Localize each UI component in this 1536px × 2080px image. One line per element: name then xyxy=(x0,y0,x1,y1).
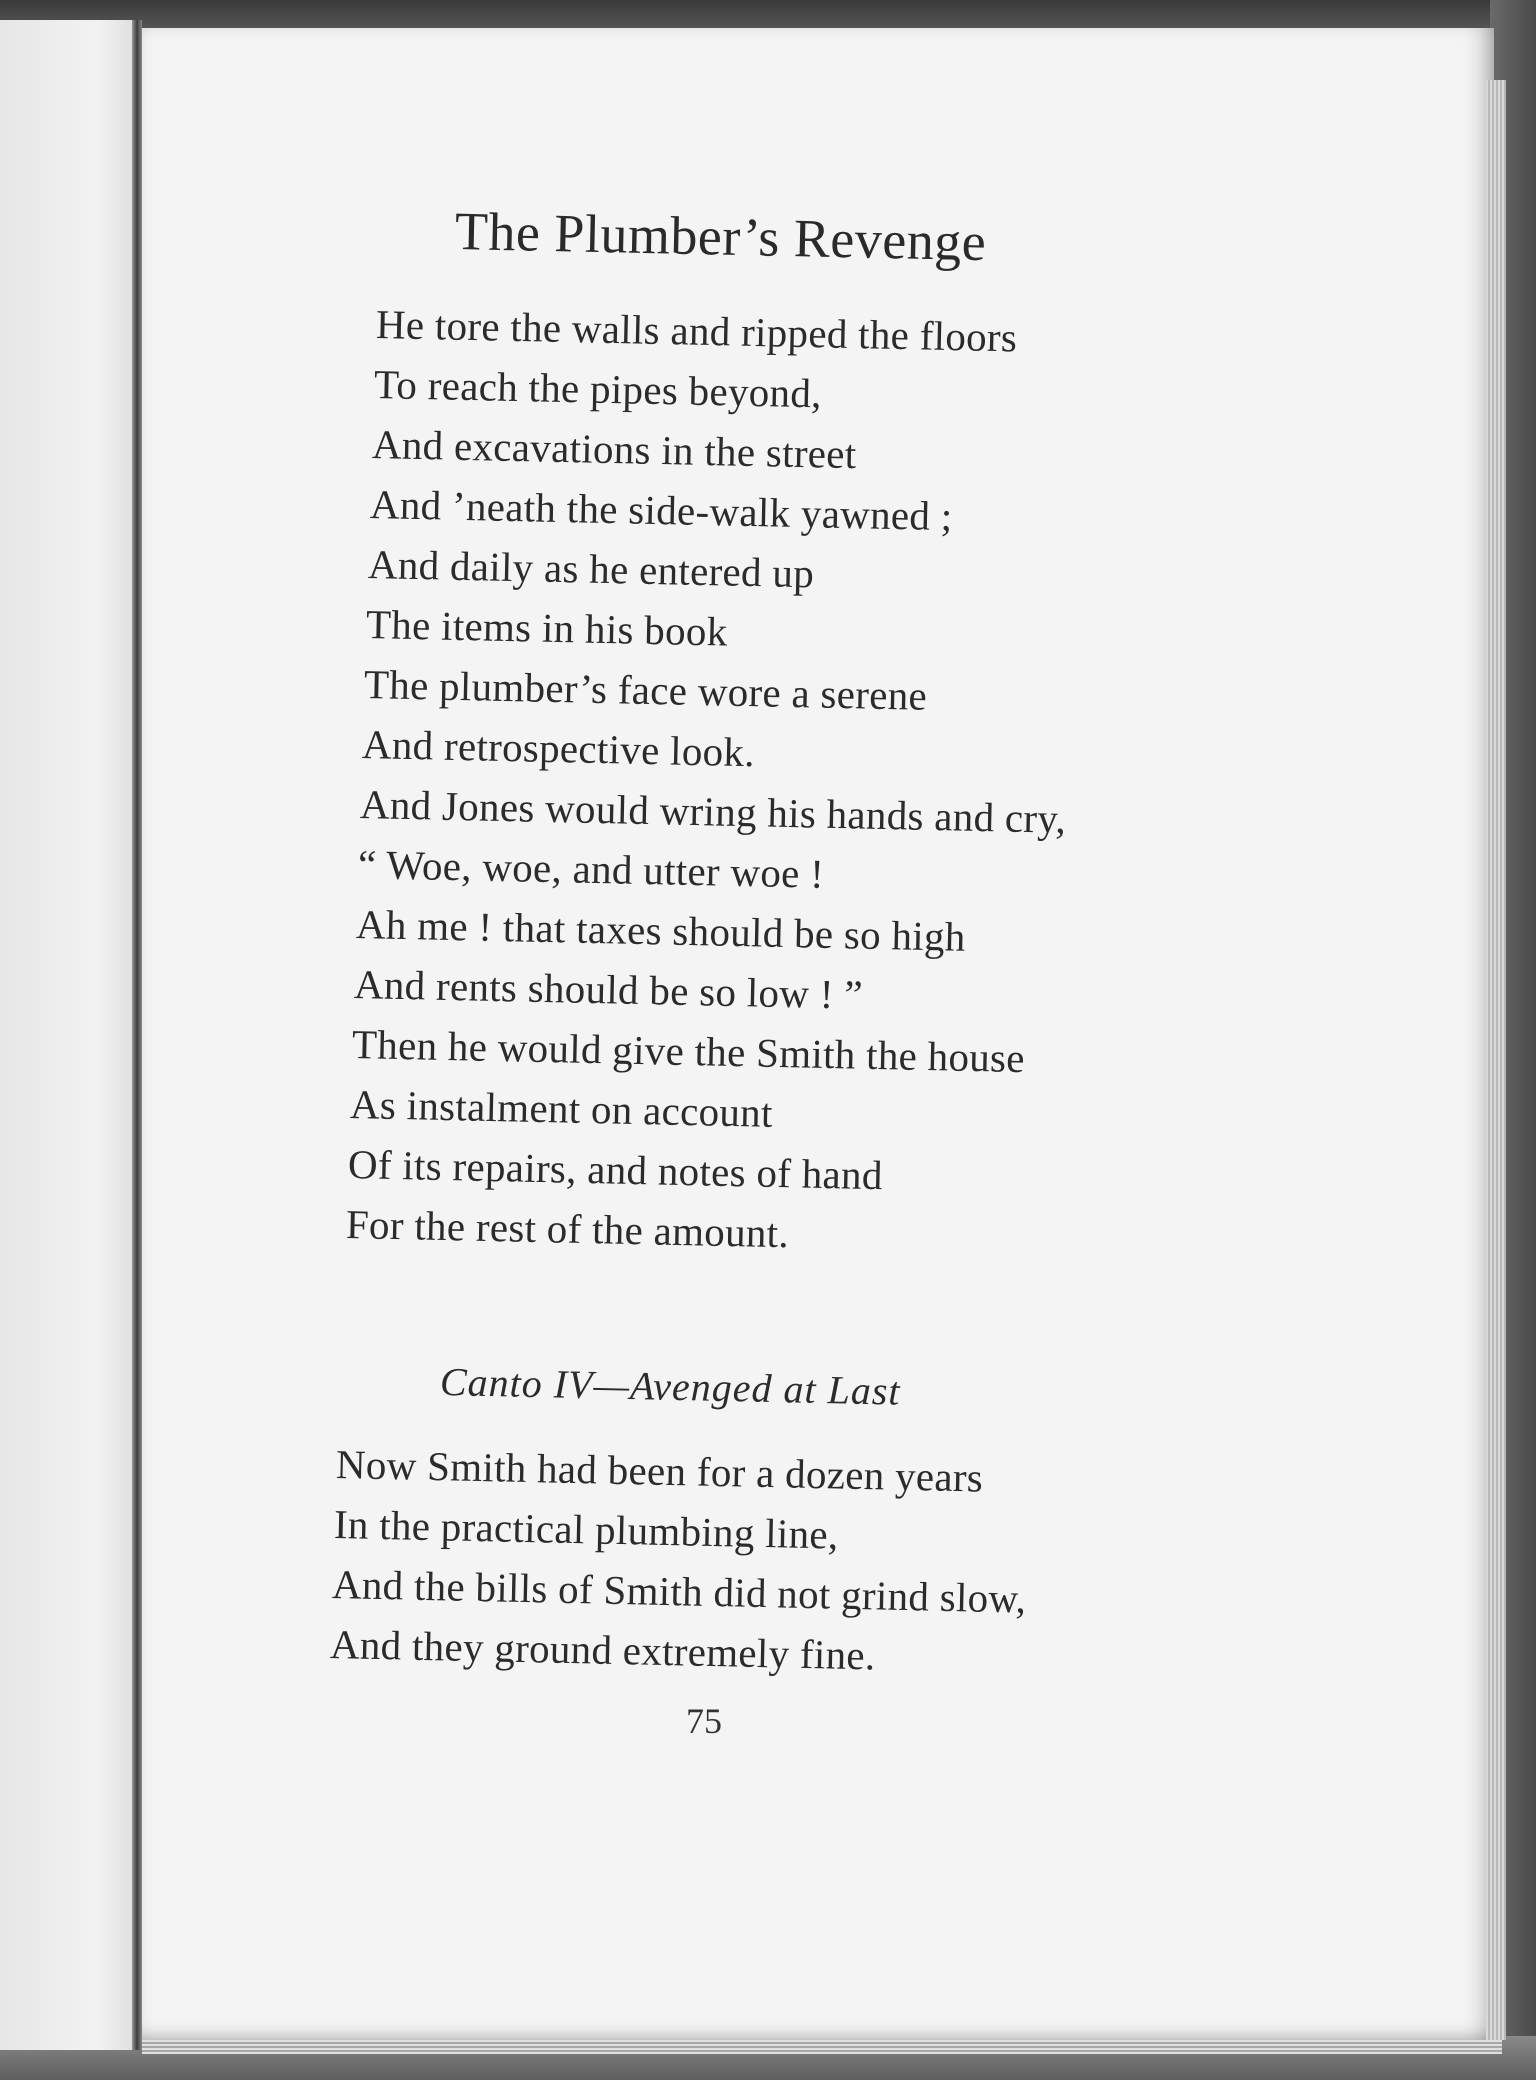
verse-line: Now Smith had been for a dozen years xyxy=(335,1441,984,1501)
verse-line: The plumber’s face wore a serene xyxy=(363,661,928,719)
verse-line: “ Woe, woe, and utter woe ! xyxy=(357,841,825,897)
page-stack-bottom-edge xyxy=(142,2040,1502,2054)
verse-line: And they ground extremely fine. xyxy=(329,1621,876,1679)
poem-title: The Plumber’s Revenge xyxy=(454,201,987,273)
verse-line: In the practical plumbing line, xyxy=(333,1501,839,1558)
verse-line: To reach the pipes beyond, xyxy=(373,361,823,417)
verse-line: And Jones would wring his hands and cry, xyxy=(359,781,1067,842)
verse-line: And ’neath the side-walk yawned ; xyxy=(369,481,953,540)
verse-line: He tore the walls and ripped the floors xyxy=(375,301,1018,361)
page-stack-edge xyxy=(1486,80,1506,2040)
verse-line: And excavations in the street xyxy=(371,421,857,478)
verse-line: And rents should be so low ! ” xyxy=(353,961,864,1018)
verse-line: And daily as he entered up xyxy=(367,541,815,597)
verse-line: And the bills of Smith did not grind slow, xyxy=(331,1561,1027,1622)
verse-line: And retrospective look. xyxy=(361,721,756,776)
canto-heading: Canto IV—Avenged at Last xyxy=(439,1359,902,1414)
verse-line: Then he would give the Smith the house xyxy=(351,1021,1026,1082)
verse-line: As instalment on account xyxy=(349,1081,774,1136)
page-number: 75 xyxy=(686,1701,722,1741)
verse-line: Ah me ! that taxes should be so high xyxy=(355,901,967,960)
previous-page-edge xyxy=(0,20,140,2050)
verse-line: For the rest of the amount. xyxy=(345,1201,790,1257)
verse-line: Of its repairs, and notes of hand xyxy=(347,1141,884,1199)
book-gutter xyxy=(132,20,142,2050)
verse-line: The items in his book xyxy=(365,601,729,655)
